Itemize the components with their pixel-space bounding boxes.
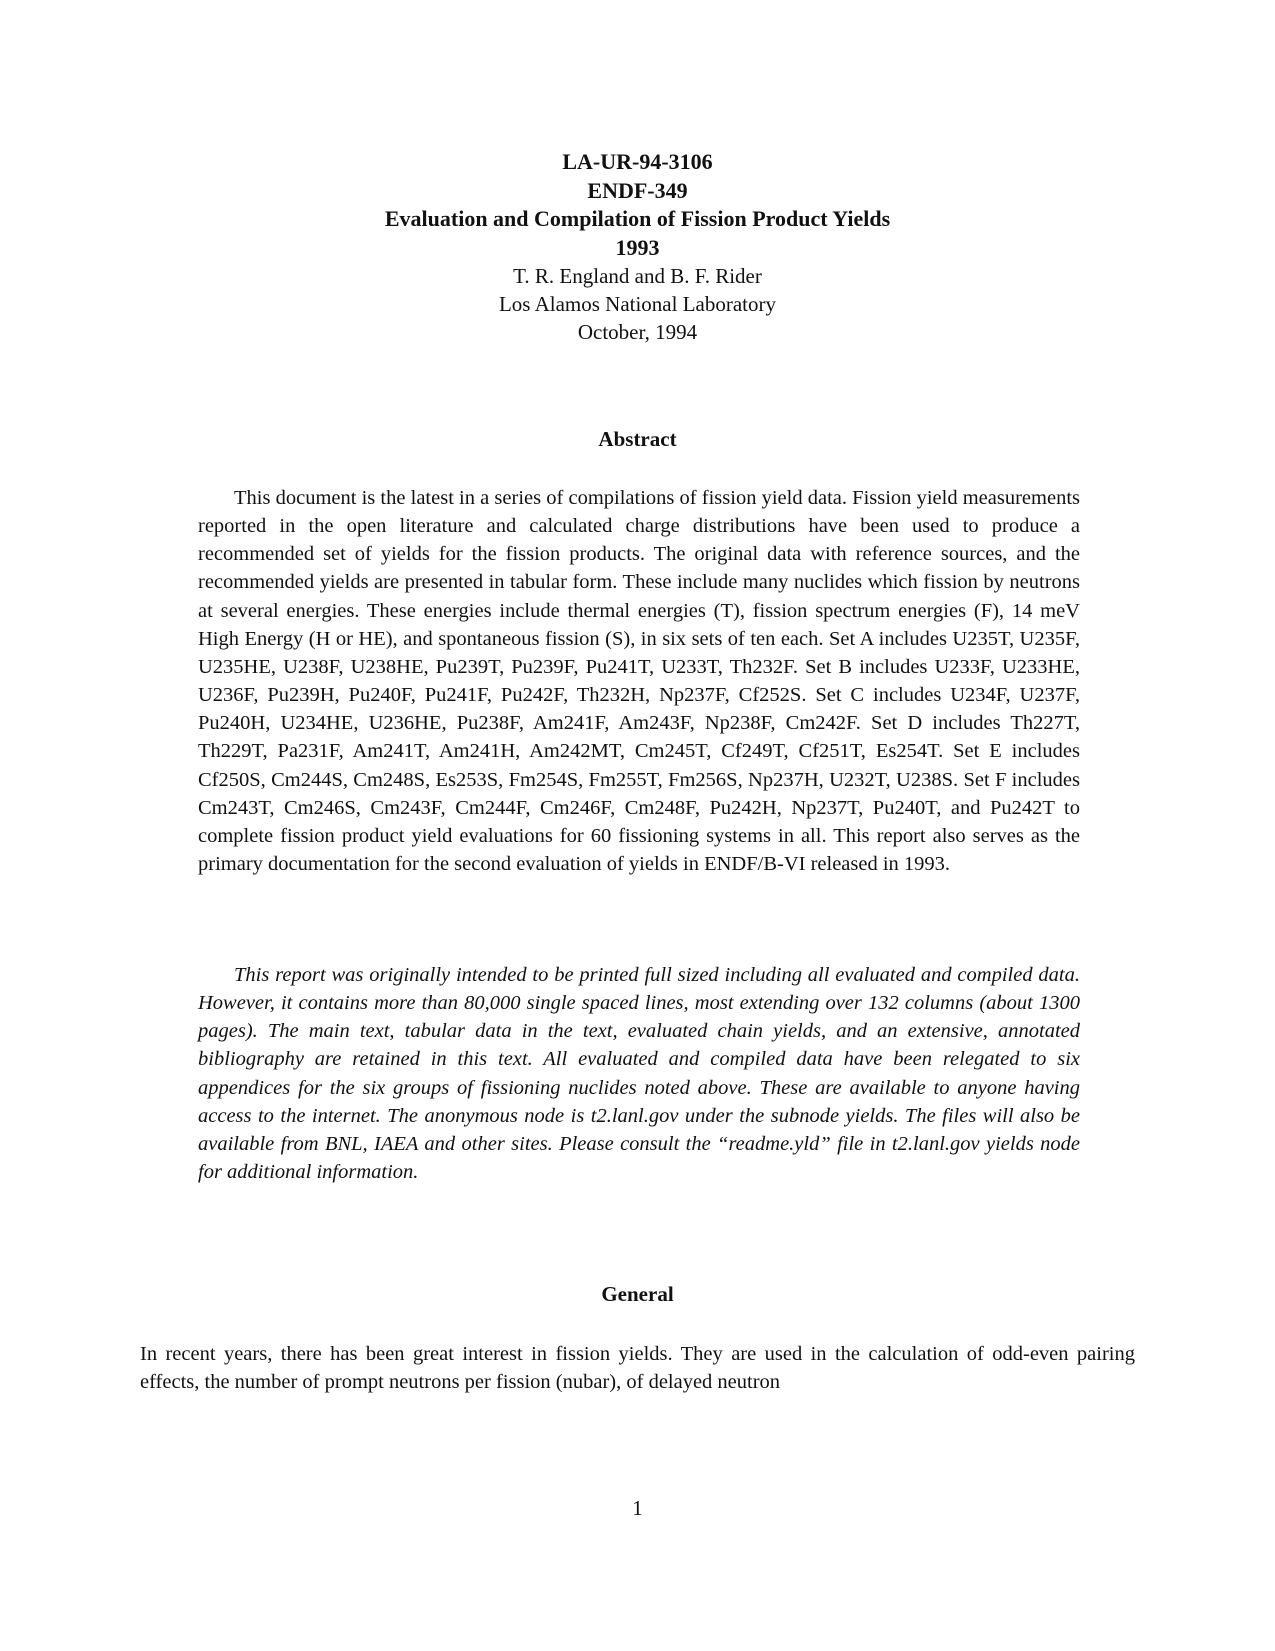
- document-year: 1993: [615, 234, 660, 260]
- general-paragraph-1: In recent years, there has been great interest in fission yields. They are used in the calculation of odd-even pairing effects, the number of prompt neutrons per fission (nubar), of delayed neutron: [140, 1343, 1135, 1393]
- abstract-paragraph-1: This document is the latest in a series of compilations of fission yield data. Fission yield measurements reported in the open literature and calculated charge distributions have been used to produce a recommended set of yields for the fission products. The original data with reference sources, and the recommended yields are presented in tabular form. These include many nuclides which fission by neutrons at several energies. These energies include thermal energies (T), fission spectrum energies (F), 14 meV High Energy (H or HE), and spontaneous fission (S), in six sets of ten each. Set A includes U235T, U235F, U235HE, U238F, U238HE, Pu239T, Pu239F, Pu241T, U233T, Th232F. Set B includes U233F, U233HE, U236F, Pu239H, Pu240F, Pu241F, Pu242F, Th232H, Np237F, Cf252S. Set C includes U234F, U237F, Pu240H, U234HE, U236HE, Pu238F, Am241F, Am243F, Np238F, Cm242F. Set D includes Th227T, Th229T, Pa231F, Am241T, Am241H, Am242MT, Cm245T, Cf249T, Cf251T, Es254T. Set E includes Cf250S, Cm244S, Cm248S, Es253S, Fm254S, Fm255T, Fm256S, Np237H, U232T, U238S. Set F includes Cm243T, Cm246S, Cm243F, Cm244F, Cm246F, Cm248F, Pu242H, Np237T, Pu240T, and Pu242T to complete fission product yield evaluations for 60 fissioning systems in all. This report also serves as the primary documentation for the second evaluation of yields in ENDF/B-VI released in 1993.: [198, 487, 1080, 876]
- authors: T. R. England and B. F. Rider: [513, 264, 762, 288]
- title-block: [0, 148, 1275, 346]
- endf-number: ENDF-349: [587, 177, 688, 203]
- abstract-heading: Abstract: [598, 427, 677, 451]
- document-title: Evaluation and Compilation of Fission Product Yields: [384, 206, 891, 231]
- general-heading: General: [601, 1282, 674, 1306]
- publication-date: October, 1994: [577, 320, 698, 344]
- abstract-paragraph-2: This report was originally intended to be printed full sized including all evaluated and compiled data. However, it contains more than 80,000 single spaced lines, most extending over 132 columns (about 1300 pages). The main text, tabular data in the text, evaluated chain yields, and an extensive, annotated bibliography are retained in this text. All evaluated and compiled data have been relegated to six appendices for the six groups of fissioning nuclides noted above. These are available to anyone having access to the internet. The anonymous node is t2.lanl.gov under the subnode yields. The files will also be available from BNL, IAEA and other sites. Please consult the “readme.yld” file in t2.lanl.gov yields node for additional information.: [198, 964, 1080, 1184]
- report-number: LA-UR-94-3106: [562, 149, 713, 174]
- institution: Los Alamos National Laboratory: [498, 292, 777, 316]
- page-number: 1: [632, 1496, 643, 1520]
